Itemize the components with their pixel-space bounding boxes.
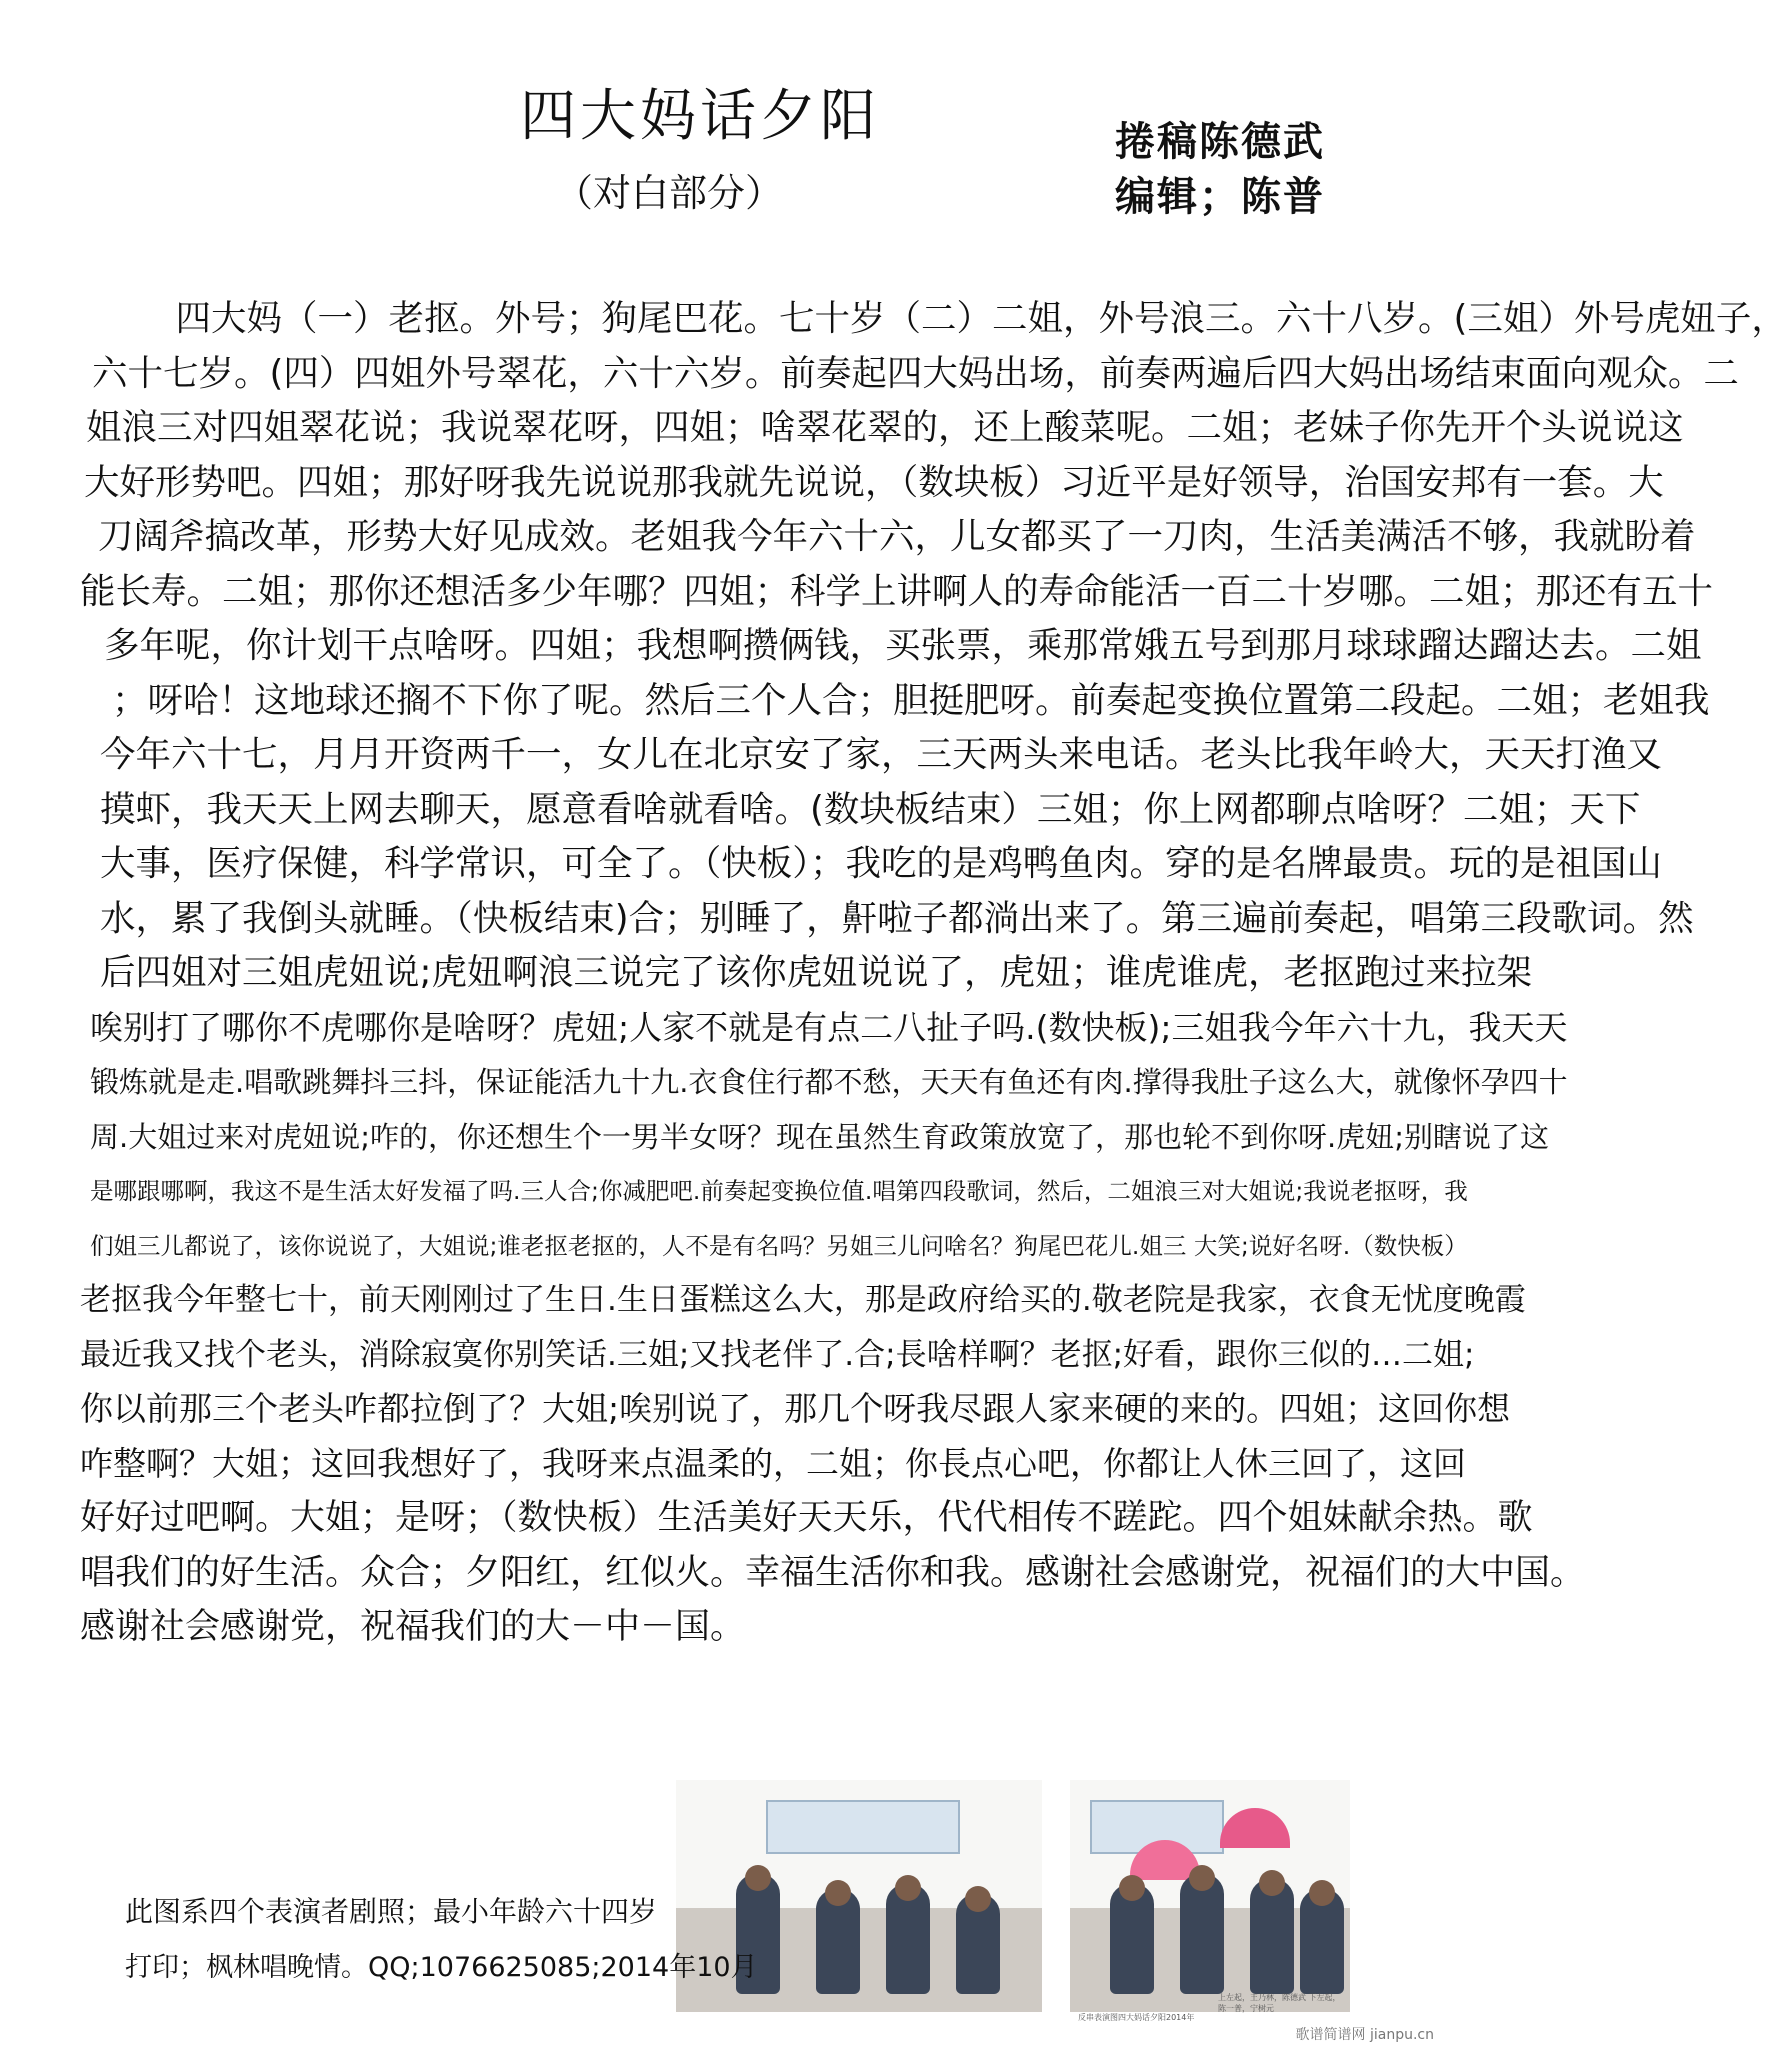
text-line: 老抠我今年整七十，前天刚刚过了生日.生日蛋糕这么大，那是政府给买的.敬老院是我家，衣食无忧度晚霞	[80, 1282, 1526, 1318]
text-line: 你以前那三个老头咋都拉倒了？大姐;唉别说了，那几个呀我尽跟人家来硬的来的。四姐；这回你想	[80, 1389, 1511, 1428]
dialogue-text	[80, 292, 1787, 1655]
text-line: 四大妈（一）老抠。外号；狗尾巴花。七十岁（二）二姐，外号浪三。六十八岁。(三姐）外号虎妞子，	[140, 298, 1787, 339]
text-line: 们姐三儿都说了，该你说说了，大姐说;谁老抠老抠的，人不是有名吗？另姐三儿问啥名？狗尾巴花儿.姐三 大笑;说好名呀.（数快板）	[90, 1231, 1468, 1260]
text-line: 是哪跟哪啊，我这不是生活太好发福了吗.三人合;你减肥吧.前奏起变换位值.唱第四段歌词，然后，二姐浪三对大姐说;我说老抠呀，我	[90, 1177, 1468, 1205]
editor-credit: 编辑；陈普	[1115, 174, 1325, 220]
text-line: 六十七岁。(四）四姐外号翠花，六十六岁。前奏起四大妈出场，前奏两遍后四大妈出场结束面向观众。二	[92, 352, 1739, 394]
text-line: 摸虾，我天天上网去聊天，愿意看啥就看啥。(数块板结束）三姐；你上网都聊点啥呀？二姐；天下	[100, 788, 1641, 830]
text-line: 锻炼就是走.唱歌跳舞抖三抖，保证能活九十九.衣食住行都不愁，天天有鱼还有肉.撑得我肚子这么大，就像怀孕四十	[90, 1065, 1568, 1099]
photo-caption: 此图系四个表演者剧照；最小年龄六十四岁	[125, 1895, 658, 1928]
text-line: 周.大姐过来对虎妞说;咋的，你还想生个一男半女呀？现在虽然生育政策放宽了，那也轮不到你呀.虎妞;别瞎说了这	[90, 1119, 1549, 1154]
text-line: 大好形势吧。四姐；那好呀我先说说那我就先说说，（数块板）习近平是好领导，治国安邦有一套。大	[84, 461, 1664, 503]
print-info: 打印；枫林唱晚情。QQ;1076625085;2014年10月	[125, 1952, 758, 1983]
text-line: 姐浪三对四姐翠花说；我说翠花呀，四姐；啥翠花翠的，还上酸菜呢。二姐；老妹子你先开个头说说这	[86, 407, 1684, 448]
text-line: ；呀哈！这地球还搁不下你了呢。然后三个人合；胆挺肥呀。前奏起变换位置第二段起。二姐；老姐我	[112, 679, 1710, 721]
text-line: 大事，医疗保健，科学常识，可全了。（快板）；我吃的是鸡鸭鱼肉。穿的是名牌最贵。玩的是祖国山	[100, 843, 1663, 884]
text-line: 能长寿。二姐；那你还想活多少年哪？四姐；科学上讲啊人的寿命能活一百二十岁哪。二姐；那还有五十	[80, 570, 1714, 612]
author-credit: 捲稿陈德武	[1115, 119, 1325, 165]
text-line: 刀阔斧搞改革，形势大好见成效。老姐我今年六十六，儿女都买了一刀肉，生活美满活不够，我就盼着	[98, 516, 1696, 557]
site-watermark: 歌谱简谱网 jianpu.cn	[1295, 2027, 1434, 2043]
text-line: 唉别打了哪你不虎哪你是啥呀？虎妞;人家不就是有点二八扯子吗.(数快板);三姐我今年六十九，我天天	[90, 1007, 1568, 1047]
text-line: 多年呢，你计划干点啥呀。四姐；我想啊攒俩钱，买张票，乘那常娥五号到那月球球蹓达蹓达去。二姐	[104, 625, 1702, 666]
text-line: 今年六十七，月月开资两千一，女儿在北京安了家，三天两头来电话。老头比我年岭大，天天打渔又	[100, 734, 1663, 775]
text-line: 好好过吧啊。大姐；是呀；（数快板）生活美好天天乐，代代相传不蹉跎。四个姐妹献余热。歌	[80, 1498, 1533, 1538]
page-subtitle: （对白部分）	[555, 171, 784, 215]
performance-photo-right	[1070, 1780, 1350, 2012]
photo-note-right: 上左起，王乃林，陈德武 下左起，陈一普，宁树元	[1218, 1993, 1341, 2013]
text-line: 最近我又找个老头，消除寂寞你别笑话.三姐;又找老伴了.合;長啥样啊？老抠;好看，跟你三似的…二姐;	[80, 1336, 1475, 1373]
page-title: 四大妈话夕阳	[520, 84, 880, 149]
text-line: 后四姐对三姐虎妞说;虎妞啊浪三说完了该你虎妞说说了，虎妞；谁虎谁虎，老抠跑过来拉架	[100, 952, 1532, 993]
text-line: 感谢社会感谢党，祝福我们的大－中－国。	[80, 1607, 746, 1647]
text-line: 唱我们的好生活。众合；夕阳红，红似火。幸福生活你和我。感谢社会感谢党，祝福们的大中国。	[80, 1552, 1586, 1593]
text-line: 咋整啊？大姐；这回我想好了，我呀来点温柔的，二姐；你長点心吧，你都让人休三回了，这回	[80, 1443, 1466, 1483]
text-line: 水，累了我倒头就睡。（快板结束)合；别睡了，鼾啦子都淌出来了。第三遍前奏起，唱第三段歌词。然	[100, 897, 1694, 939]
photo-note-left: 反串表演图四大妈话夕阳2014年	[1078, 2013, 1195, 2022]
